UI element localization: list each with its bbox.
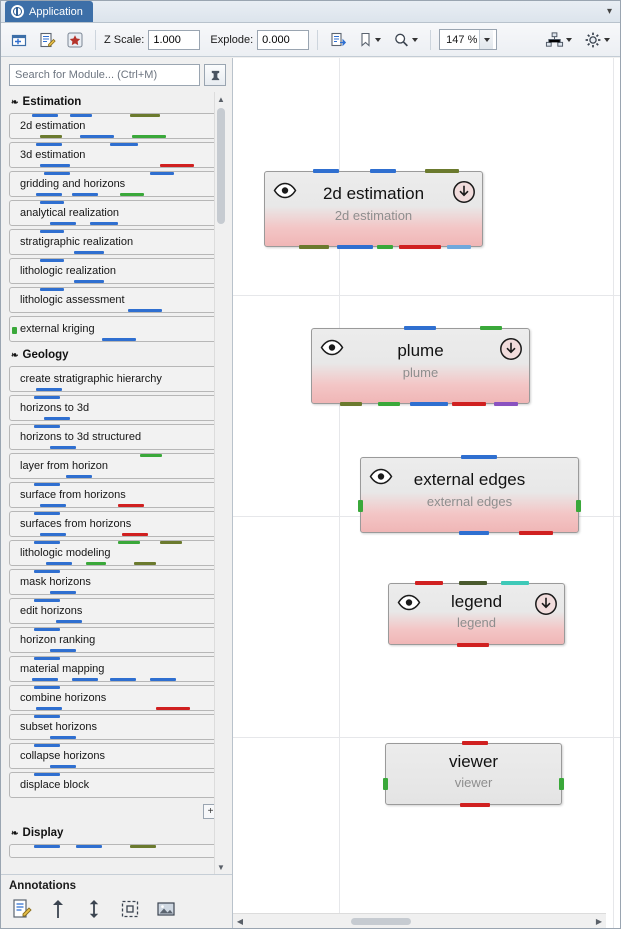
group-label: Display <box>22 827 64 839</box>
port-top-blue-2[interactable] <box>370 169 396 173</box>
download-icon[interactable] <box>499 337 521 359</box>
module-card-mask-horizons[interactable] <box>9 569 220 595</box>
port-bottom-olive <box>40 135 62 138</box>
node-subtitle: plume <box>402 365 439 380</box>
module-label: material mapping <box>20 663 105 675</box>
module-card-layer-from-horizon[interactable] <box>9 453 220 479</box>
chevron-down-icon <box>375 38 381 42</box>
port-bottom-olive <box>134 562 156 565</box>
port-bottom-blue <box>102 338 136 341</box>
port-bottom-blue <box>74 251 104 254</box>
pin-icon <box>209 69 222 82</box>
port-top-blue <box>34 512 60 515</box>
node-external-edges[interactable] <box>360 457 579 533</box>
node-viewer[interactable] <box>385 743 562 805</box>
module-card-horizons-to-3d[interactable] <box>9 395 220 421</box>
port-bottom-blue <box>50 765 76 768</box>
module-card-subset-horizons[interactable] <box>9 714 220 740</box>
module-label: horizons to 3d structured <box>20 431 142 443</box>
port-top-green <box>140 454 162 457</box>
port-bottom-red[interactable] <box>399 245 441 249</box>
port-top-olive <box>160 541 182 544</box>
port-bottom-purple[interactable] <box>494 402 518 406</box>
port-top-blue <box>34 628 60 631</box>
port-bottom-olive[interactable] <box>299 245 329 249</box>
image-annotation-tool[interactable] <box>153 896 179 922</box>
port-bottom-blue <box>46 562 72 565</box>
title-bar <box>1 1 620 23</box>
module-label: collapse horizons <box>20 750 105 762</box>
module-card-horizon-ranking[interactable] <box>9 627 220 653</box>
module-card-lithologic-modeling[interactable] <box>9 540 220 566</box>
port-bottom-blue[interactable] <box>337 245 373 249</box>
network-icon <box>545 31 564 49</box>
port-bottom-blue <box>36 388 62 391</box>
port-bottom-blue <box>128 309 162 312</box>
port-top-blue[interactable] <box>461 455 497 459</box>
port-bottom-red <box>160 164 194 167</box>
module-card-2d-estimation[interactable] <box>9 113 220 139</box>
port-bottom-blue <box>66 475 92 478</box>
toolbar-separator-1 <box>95 30 96 50</box>
port-bottom-blue-2 <box>72 678 98 681</box>
port-top-olive[interactable] <box>425 169 459 173</box>
module-label: 3d estimation <box>20 149 86 161</box>
port-top-blue <box>34 483 60 486</box>
port-bottom-blue <box>56 620 82 623</box>
port-bottom-blue <box>36 707 62 710</box>
port-top-blue <box>34 570 60 573</box>
port-bottom-blue <box>50 649 76 652</box>
port-top-blue <box>34 599 60 602</box>
port-top-blue-2 <box>70 114 92 117</box>
port-top-olive <box>130 114 160 117</box>
port-bottom-blue <box>44 417 70 420</box>
explode-input[interactable] <box>257 30 309 50</box>
module-card-surface-from-horizons[interactable] <box>9 482 220 508</box>
module-label: horizon ranking <box>20 634 96 646</box>
module-tree[interactable] <box>9 92 226 874</box>
module-panel <box>1 58 233 928</box>
main-toolbar <box>1 23 620 57</box>
port-top-blue <box>32 114 58 117</box>
grid-line-h3 <box>233 737 620 738</box>
module-label: create stratigraphic hierarchy <box>20 373 162 385</box>
port-bottom-blue <box>40 533 66 536</box>
module-card-create-stratigraphic-hierarchy[interactable] <box>9 366 220 392</box>
favorites-button[interactable] <box>63 28 87 52</box>
module-card-combine-horizons[interactable] <box>9 685 220 711</box>
grid-line-h1 <box>233 295 620 296</box>
port-bottom-red[interactable] <box>460 803 490 807</box>
download-icon[interactable] <box>534 592 556 614</box>
module-label: lithologic realization <box>20 265 116 277</box>
group-box-annotation-tool[interactable] <box>117 896 143 922</box>
module-card-stratigraphic-realization[interactable] <box>9 229 220 255</box>
port-bottom-green <box>120 193 144 196</box>
pin-panel-button[interactable] <box>204 64 226 86</box>
port-top-blue <box>34 425 60 428</box>
node-subtitle: 2d estimation <box>334 208 413 223</box>
port-bottom-blue-3 <box>110 678 136 681</box>
module-label: lithologic modeling <box>20 547 111 559</box>
hscrollbar-thumb[interactable] <box>351 918 411 925</box>
download-icon[interactable] <box>452 180 474 202</box>
module-card-material-mapping[interactable] <box>9 656 220 682</box>
port-bottom-red <box>118 504 144 507</box>
group-label: Estimation <box>22 96 82 108</box>
chevron-down-icon <box>479 30 493 49</box>
group-label: Geology <box>22 349 69 361</box>
port-bottom-blue-2 <box>90 222 118 225</box>
toolbar-separator-3 <box>430 30 431 50</box>
module-card-partial[interactable] <box>9 844 220 858</box>
group-header-geology[interactable] <box>9 345 226 366</box>
chevron-down-icon[interactable]: ▾ <box>606 6 612 17</box>
port-bottom-blue-4 <box>150 678 176 681</box>
annotations-section <box>1 874 232 928</box>
canvas-hscrollbar[interactable] <box>233 913 606 928</box>
port-bottom-red[interactable] <box>452 402 486 406</box>
port-bottom-blue <box>50 591 76 594</box>
chevron-down-icon <box>604 38 610 42</box>
chevron-up-icon[interactable]: ▲ <box>217 94 225 104</box>
gear-icon <box>584 31 602 49</box>
port-bottom-blue <box>50 222 76 225</box>
port-top-blue[interactable] <box>313 169 339 173</box>
chevron-down-icon <box>566 38 572 42</box>
new-network-button[interactable] <box>7 28 31 52</box>
port-bottom-red[interactable] <box>519 531 553 535</box>
module-card-lithologic-realization[interactable] <box>9 258 220 284</box>
port-top-blue <box>40 288 64 291</box>
zoom-level-select[interactable] <box>439 29 497 50</box>
port-top-blue-2 <box>110 143 138 146</box>
port-top-green <box>118 541 140 544</box>
scrollbar-thumb[interactable] <box>217 108 225 224</box>
port-top-blue <box>40 201 64 204</box>
port-top-blue <box>34 686 60 689</box>
port-top-blue <box>34 773 60 776</box>
port-top-green[interactable] <box>480 326 502 330</box>
module-card-surfaces-from-horizons[interactable] <box>9 511 220 537</box>
module-label: external kriging <box>20 323 95 335</box>
node-plume[interactable] <box>311 328 530 404</box>
port-bottom-lightblue[interactable] <box>447 245 471 249</box>
module-label: stratigraphic realization <box>20 236 134 248</box>
expand-all-label: + <box>207 805 214 817</box>
port-top-blue <box>34 541 60 544</box>
zscale-input[interactable] <box>148 30 200 50</box>
module-search-row <box>1 58 232 90</box>
port-bottom-blue <box>36 193 62 196</box>
chevron-down-icon[interactable]: ▼ <box>217 862 225 872</box>
module-label: surface from horizons <box>20 489 126 501</box>
annotations-title: Annotations <box>9 880 77 892</box>
port-top-blue-2 <box>150 172 174 175</box>
network-canvas[interactable] <box>233 58 620 928</box>
port-bottom-red <box>156 707 190 710</box>
port-top-blue <box>40 259 64 262</box>
node-subtitle: external edges <box>426 494 513 509</box>
port-top-blue <box>44 172 70 175</box>
port-top-blue <box>36 143 62 146</box>
module-label: subset horizons <box>20 721 98 733</box>
arrow-annotation-tool[interactable] <box>45 896 71 922</box>
module-label: lithologic assessment <box>20 294 125 306</box>
module-card-analytical-realization[interactable] <box>9 200 220 226</box>
zoom-tool-button[interactable] <box>389 28 422 52</box>
search-input[interactable] <box>9 64 200 86</box>
port-bottom-blue <box>80 135 114 138</box>
port-bottom-blue <box>40 164 70 167</box>
port-bottom-red <box>122 533 148 536</box>
port-bottom-blue <box>50 446 76 449</box>
port-bottom-blue <box>50 736 76 739</box>
group-header-display[interactable] <box>9 823 226 844</box>
module-card-3d-estimation[interactable] <box>9 142 220 168</box>
node-title: 2d estimation <box>322 184 425 203</box>
window-title: Application <box>29 5 83 18</box>
magnifier-icon <box>393 31 410 49</box>
network-layout-button[interactable] <box>541 28 576 52</box>
port-top-blue <box>40 230 64 233</box>
explode-label: Explode: <box>210 33 254 46</box>
edit-notes-button[interactable] <box>35 28 59 52</box>
port-top-olive[interactable] <box>459 581 487 585</box>
port-bottom-green <box>86 562 106 565</box>
node-title: viewer <box>448 752 499 771</box>
module-card-horizons-to-3d-structured[interactable] <box>9 424 220 450</box>
port-top-blue-2 <box>76 845 102 848</box>
port-bottom-blue <box>40 504 66 507</box>
port-top-blue <box>34 396 60 399</box>
module-tree-scrollbar[interactable] <box>214 92 226 874</box>
module-card-collapse-horizons[interactable] <box>9 743 220 769</box>
node-subtitle: viewer <box>454 775 493 790</box>
application-icon <box>11 5 24 18</box>
module-label: edit horizons <box>20 605 83 617</box>
node-title: external edges <box>413 470 526 489</box>
port-top-red[interactable] <box>462 741 488 745</box>
chevron-down-icon: ❧ <box>11 96 19 107</box>
port-bottom-blue <box>74 280 104 283</box>
module-label: combine horizons <box>20 692 107 704</box>
port-top-blue <box>34 657 60 660</box>
chevron-down-icon: ❧ <box>11 349 19 360</box>
bookmark-icon <box>358 31 373 49</box>
module-label: horizons to 3d <box>20 402 90 414</box>
resize-annotation-tool[interactable] <box>81 896 107 922</box>
port-bottom-blue[interactable] <box>459 531 489 535</box>
node-title: legend <box>450 592 503 611</box>
port-bottom-green[interactable] <box>377 245 393 249</box>
port-top-teal[interactable] <box>501 581 529 585</box>
module-label: displace block <box>20 779 90 791</box>
toolbar-separator-2 <box>317 30 318 50</box>
module-card-edit-horizons[interactable] <box>9 598 220 624</box>
zscale-label: Z Scale: <box>104 33 145 46</box>
module-label: layer from horizon <box>20 460 109 472</box>
module-card-external-kriging[interactable] <box>9 316 220 342</box>
main-body <box>1 58 620 928</box>
grid-line-v2 <box>613 58 614 928</box>
node-subtitle: legend <box>456 615 497 630</box>
window-tab-application[interactable] <box>5 1 93 22</box>
module-label: 2d estimation <box>20 120 86 132</box>
bookmark-button[interactable] <box>354 28 385 52</box>
search-placeholder: Search for Module... (Ctrl+M) <box>15 69 158 81</box>
port-top-blue <box>34 744 60 747</box>
chevron-down-icon: ❧ <box>11 827 19 838</box>
chevron-right-icon[interactable]: ▶ <box>595 916 603 926</box>
port-top-blue <box>34 845 60 848</box>
group-header-estimation[interactable] <box>9 92 226 113</box>
port-top-olive <box>130 845 156 848</box>
hscrollbar-track[interactable] <box>247 914 592 929</box>
port-bottom-blue[interactable] <box>410 402 448 406</box>
port-bottom-blue <box>32 678 58 681</box>
text-annotation-tool[interactable] <box>9 896 35 922</box>
port-bottom-red[interactable] <box>457 643 489 647</box>
port-bottom-blue-2 <box>72 193 98 196</box>
port-top-blue <box>34 715 60 718</box>
port-top-blue[interactable] <box>404 326 436 330</box>
module-card-displace-block[interactable] <box>9 772 220 798</box>
settings-button[interactable] <box>580 28 614 52</box>
module-label: analytical realization <box>20 207 120 219</box>
port-bottom-green[interactable] <box>378 402 400 406</box>
module-label: gridding and horizons <box>20 178 126 190</box>
node-legend[interactable] <box>388 583 565 645</box>
chevron-down-icon <box>412 38 418 42</box>
module-card-gridding-and-horizons[interactable] <box>9 171 220 197</box>
snapshot-button[interactable] <box>326 28 350 52</box>
chevron-left-icon[interactable]: ◀ <box>236 916 244 926</box>
port-top-red[interactable] <box>415 581 443 585</box>
port-bottom-green <box>132 135 166 138</box>
node-title: plume <box>397 341 444 360</box>
port-bottom-olive[interactable] <box>340 402 362 406</box>
node-2d-estimation[interactable] <box>264 171 483 247</box>
module-label: surfaces from horizons <box>20 518 132 530</box>
zoom-level-value: 147 % <box>446 33 478 46</box>
module-label: mask horizons <box>20 576 91 588</box>
port-left-green <box>12 327 17 334</box>
module-card-lithologic-assessment[interactable] <box>9 287 220 313</box>
